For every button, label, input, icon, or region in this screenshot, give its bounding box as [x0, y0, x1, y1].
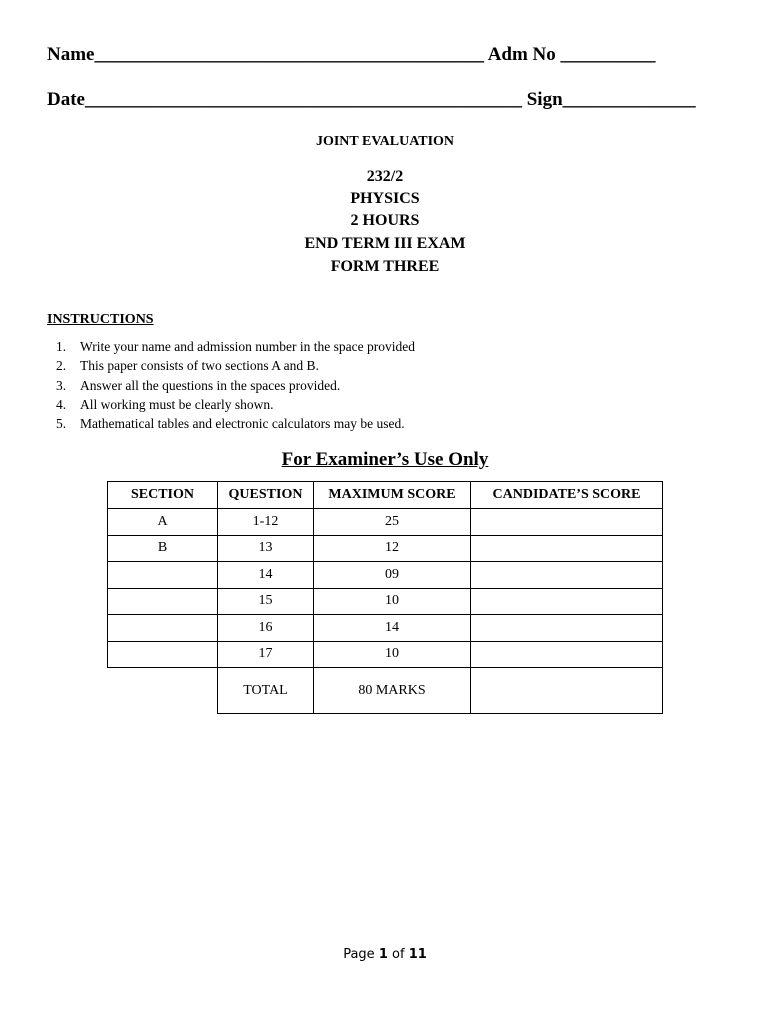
- max-score-cell: 10: [314, 641, 471, 668]
- subject-title: PHYSICS: [350, 190, 420, 207]
- total-blank-cell: [108, 668, 218, 714]
- exam-form: FORM THREE: [330, 258, 440, 275]
- section-cell: [108, 641, 218, 668]
- candidate-score-cell[interactable]: [471, 615, 663, 642]
- page-footer: [0, 947, 770, 962]
- table-row: [108, 509, 663, 536]
- question-cell: 13: [218, 535, 314, 562]
- instruction-item: 3. Answer all the questions in the spaces provided.: [56, 377, 341, 393]
- date-sign-line: [47, 89, 696, 111]
- score-table: [107, 481, 663, 714]
- instruction-item: 1. Write your name and admission number in the space provided: [56, 339, 415, 354]
- table-header-row: [108, 482, 663, 509]
- adm-no-field[interactable]: Adm No __________: [487, 44, 656, 65]
- table-row: [108, 535, 663, 562]
- name-field[interactable]: Name_________________________________________: [47, 44, 484, 65]
- page-number: 1: [378, 947, 388, 962]
- question-cell: 17: [218, 641, 314, 668]
- candidate-score-cell[interactable]: [471, 562, 663, 589]
- section-cell: [108, 562, 218, 589]
- question-cell: 15: [218, 588, 314, 615]
- exam-term: END TERM III EXAM: [304, 235, 466, 252]
- name-adm-line: [47, 44, 656, 66]
- section-cell: [108, 588, 218, 615]
- candidate-score-cell[interactable]: [471, 641, 663, 668]
- examiner-use-title: For Examiner’s Use Only: [281, 449, 489, 470]
- paper-code: 232/2: [366, 168, 404, 185]
- date-field[interactable]: Date______________________________________________: [47, 89, 522, 110]
- section-cell: [108, 615, 218, 642]
- table-row: [108, 641, 663, 668]
- candidate-score-cell[interactable]: [471, 588, 663, 615]
- total-row: [108, 668, 663, 714]
- header-candidate-score: CANDIDATE’S SCORE: [471, 482, 663, 509]
- max-score-cell: 25: [314, 509, 471, 536]
- instructions-list: [56, 337, 415, 433]
- table-row: [108, 615, 663, 642]
- section-cell: A: [108, 509, 218, 536]
- total-candidate-score[interactable]: [471, 668, 663, 714]
- total-max-score: 80 MARKS: [314, 668, 471, 714]
- exam-heading: JOINT EVALUATION: [315, 134, 455, 149]
- header-section: SECTION: [108, 482, 218, 509]
- question-cell: 16: [218, 615, 314, 642]
- max-score-cell: 10: [314, 588, 471, 615]
- max-score-cell: 09: [314, 562, 471, 589]
- section-cell: B: [108, 535, 218, 562]
- total-label: TOTAL: [218, 668, 314, 714]
- question-cell: 1-12: [218, 509, 314, 536]
- max-score-cell: 14: [314, 615, 471, 642]
- page-total: 11: [408, 947, 427, 962]
- header-max-score: MAXIMUM SCORE: [314, 482, 471, 509]
- instruction-item: 5. Mathematical tables and electronic calculators may be used.: [56, 416, 405, 432]
- exam-duration: 2 HOURS: [350, 212, 420, 229]
- candidate-score-cell[interactable]: [471, 535, 663, 562]
- of-word: of: [392, 947, 405, 962]
- sign-field[interactable]: Sign______________: [526, 89, 696, 110]
- candidate-score-cell[interactable]: [471, 509, 663, 536]
- header-question: QUESTION: [218, 482, 314, 509]
- instruction-item: 4. All working must be clearly shown.: [56, 396, 274, 412]
- max-score-cell: 12: [314, 535, 471, 562]
- table-row: [108, 588, 663, 615]
- question-cell: 14: [218, 562, 314, 589]
- instructions-heading: INSTRUCTIONS: [47, 312, 154, 327]
- table-row: [108, 562, 663, 589]
- page-word: Page: [343, 947, 375, 962]
- instruction-item: 2. This paper consists of two sections A and B.: [56, 358, 319, 374]
